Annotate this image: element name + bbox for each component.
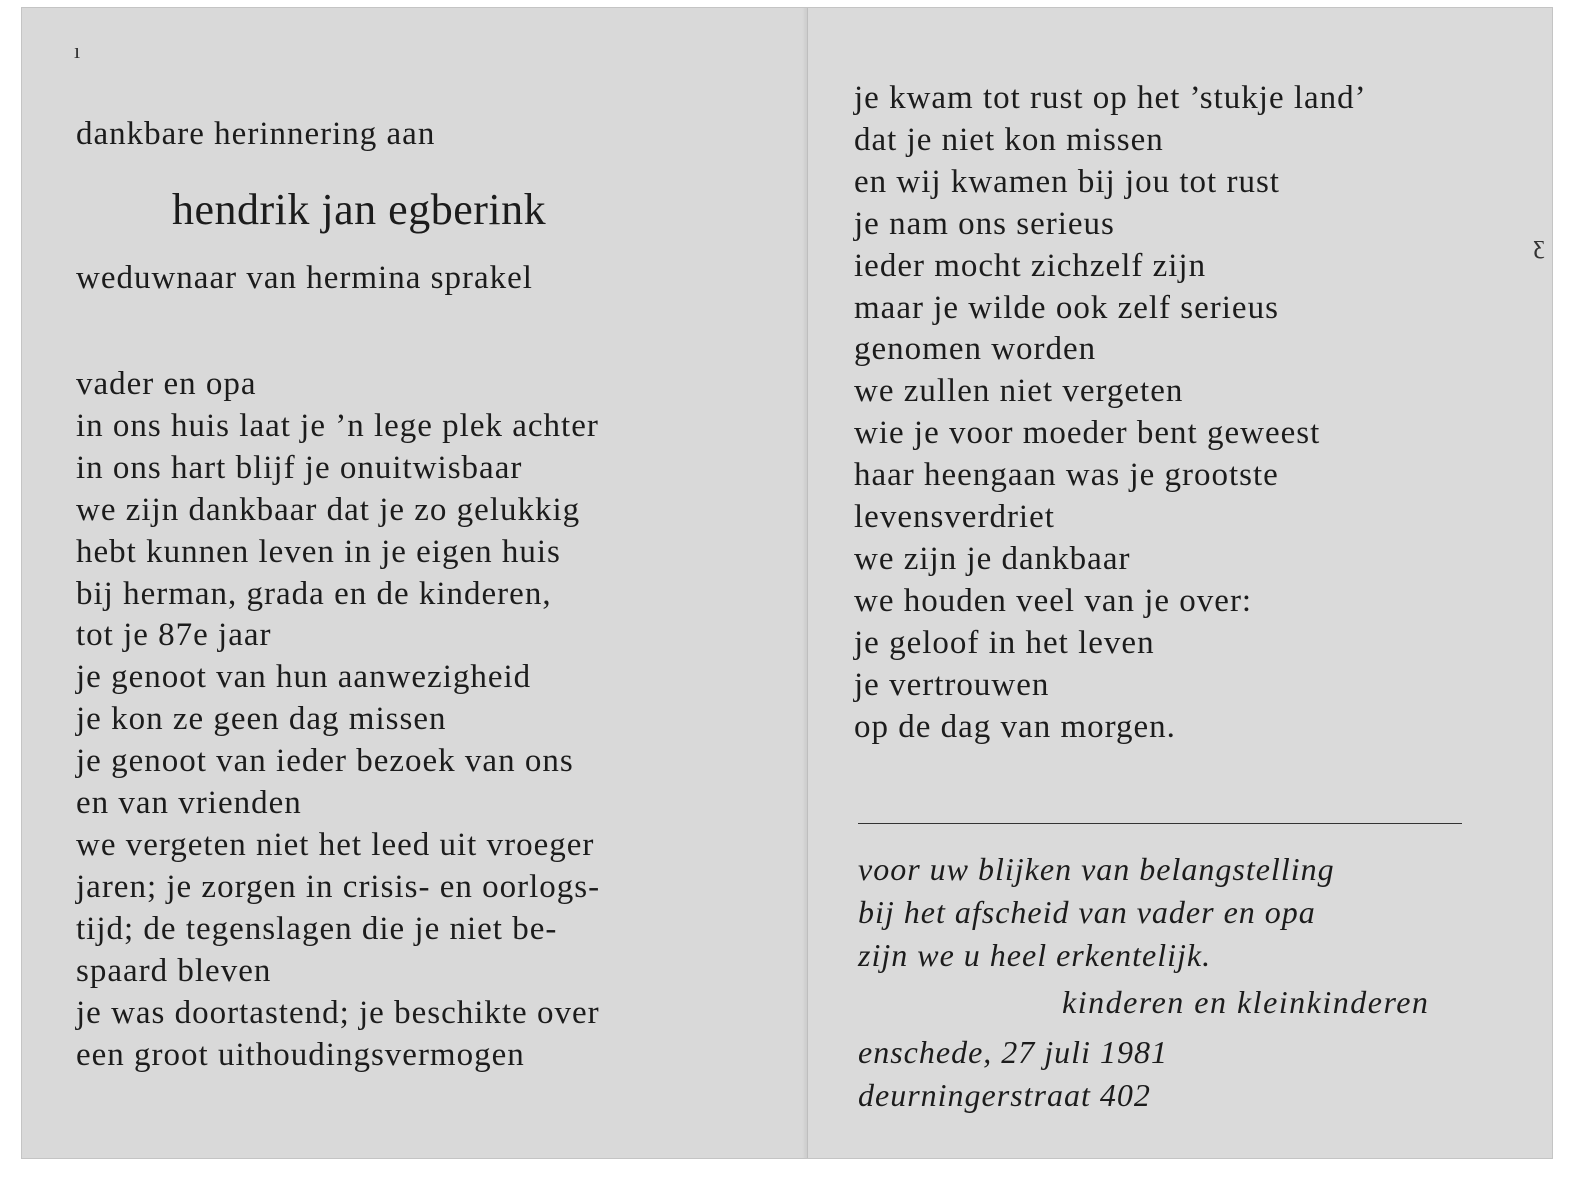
poem-line: maar je wilde ook zelf serieus [854,289,1279,326]
poem-line: ieder mocht zichzelf zijn [854,247,1207,284]
poem-line: haar heengaan was je grootste [854,457,1279,494]
poem-line: in ons huis laat je ’n lege plek achter [76,407,599,444]
poem-line: jaren; je zorgen in crisis- en oorlogs- [76,868,601,905]
right-poem [854,78,1367,749]
address: deurningerstraat 402 [858,1077,1151,1113]
place-date: enschede, 27 juli 1981 [858,1034,1168,1070]
left-poem [76,364,600,1076]
ink-speck: ı [74,38,81,63]
divider-line [858,823,1462,824]
poem-line: je nam ons serieus [854,205,1115,242]
poem-line: en wij kwamen bij jou tot rust [854,163,1280,200]
poem-line: genomen worden [854,331,1097,368]
poem-line: je vertrouwen [854,666,1050,703]
poem-line: we vergeten niet het leed uit vroeger [76,826,595,863]
poem-line: we houden veel van je over: [854,582,1253,619]
poem-line: een groot uithoudingsvermogen [76,1036,525,1073]
thanks-line: voor uw blijken van belangstelling [858,851,1335,887]
poem-line: je kwam tot rust op het ’stukje land’ [854,80,1367,116]
poem-line: je genoot van hun aanwezigheid [76,659,532,696]
poem-line: tot je 87e jaar [76,617,272,654]
poem-line: we zijn je dankbaar [854,540,1131,577]
poem-line: tijd; de tegenslagen die je niet be- [76,910,558,947]
poem-line: bij herman, grada en de kinderen, [76,575,552,612]
poem-line: vader en opa [76,366,257,402]
poem-line: wie je voor moeder bent geweest [854,415,1321,452]
memorial-card [22,8,1552,1158]
poem-line: spaard bleven [76,952,272,989]
poem-line: je geloof in het leven [854,624,1155,661]
thanks-line: bij het afscheid van vader en opa [858,894,1316,930]
poem-line: en van vrienden [76,785,302,822]
poem-line: hebt kunnen leven in je eigen huis [76,533,561,570]
poem-line: dat je niet kon missen [854,121,1164,158]
thanks-text [858,848,1335,977]
thanks-line: zijn we u heel erkentelijk. [858,937,1212,973]
poem-line: we zijn dankbaar dat je zo gelukkig [76,491,581,528]
poem-line: je genoot van ieder bezoek van ons [76,743,574,780]
left-panel [22,8,808,1158]
poem-line: je was doortastend; je beschikte over [76,994,600,1031]
deceased-name: hendrik jan egberink [172,185,547,234]
ink-speck: ƹ [1533,230,1545,259]
poem-line: in ons hart blijf je onuitwisbaar [76,449,523,486]
intro-text: dankbare herinnering aan [76,116,436,152]
poem-line: je kon ze geen dag missen [76,701,447,738]
poem-line: op de dag van morgen. [854,708,1176,745]
signed-by: kinderen en kleinkinderen [1062,984,1430,1020]
poem-line: we zullen niet vergeten [854,373,1184,410]
widow-of-text: weduwnaar van hermina sprakel [76,260,533,296]
poem-line: levensverdriet [854,499,1055,536]
